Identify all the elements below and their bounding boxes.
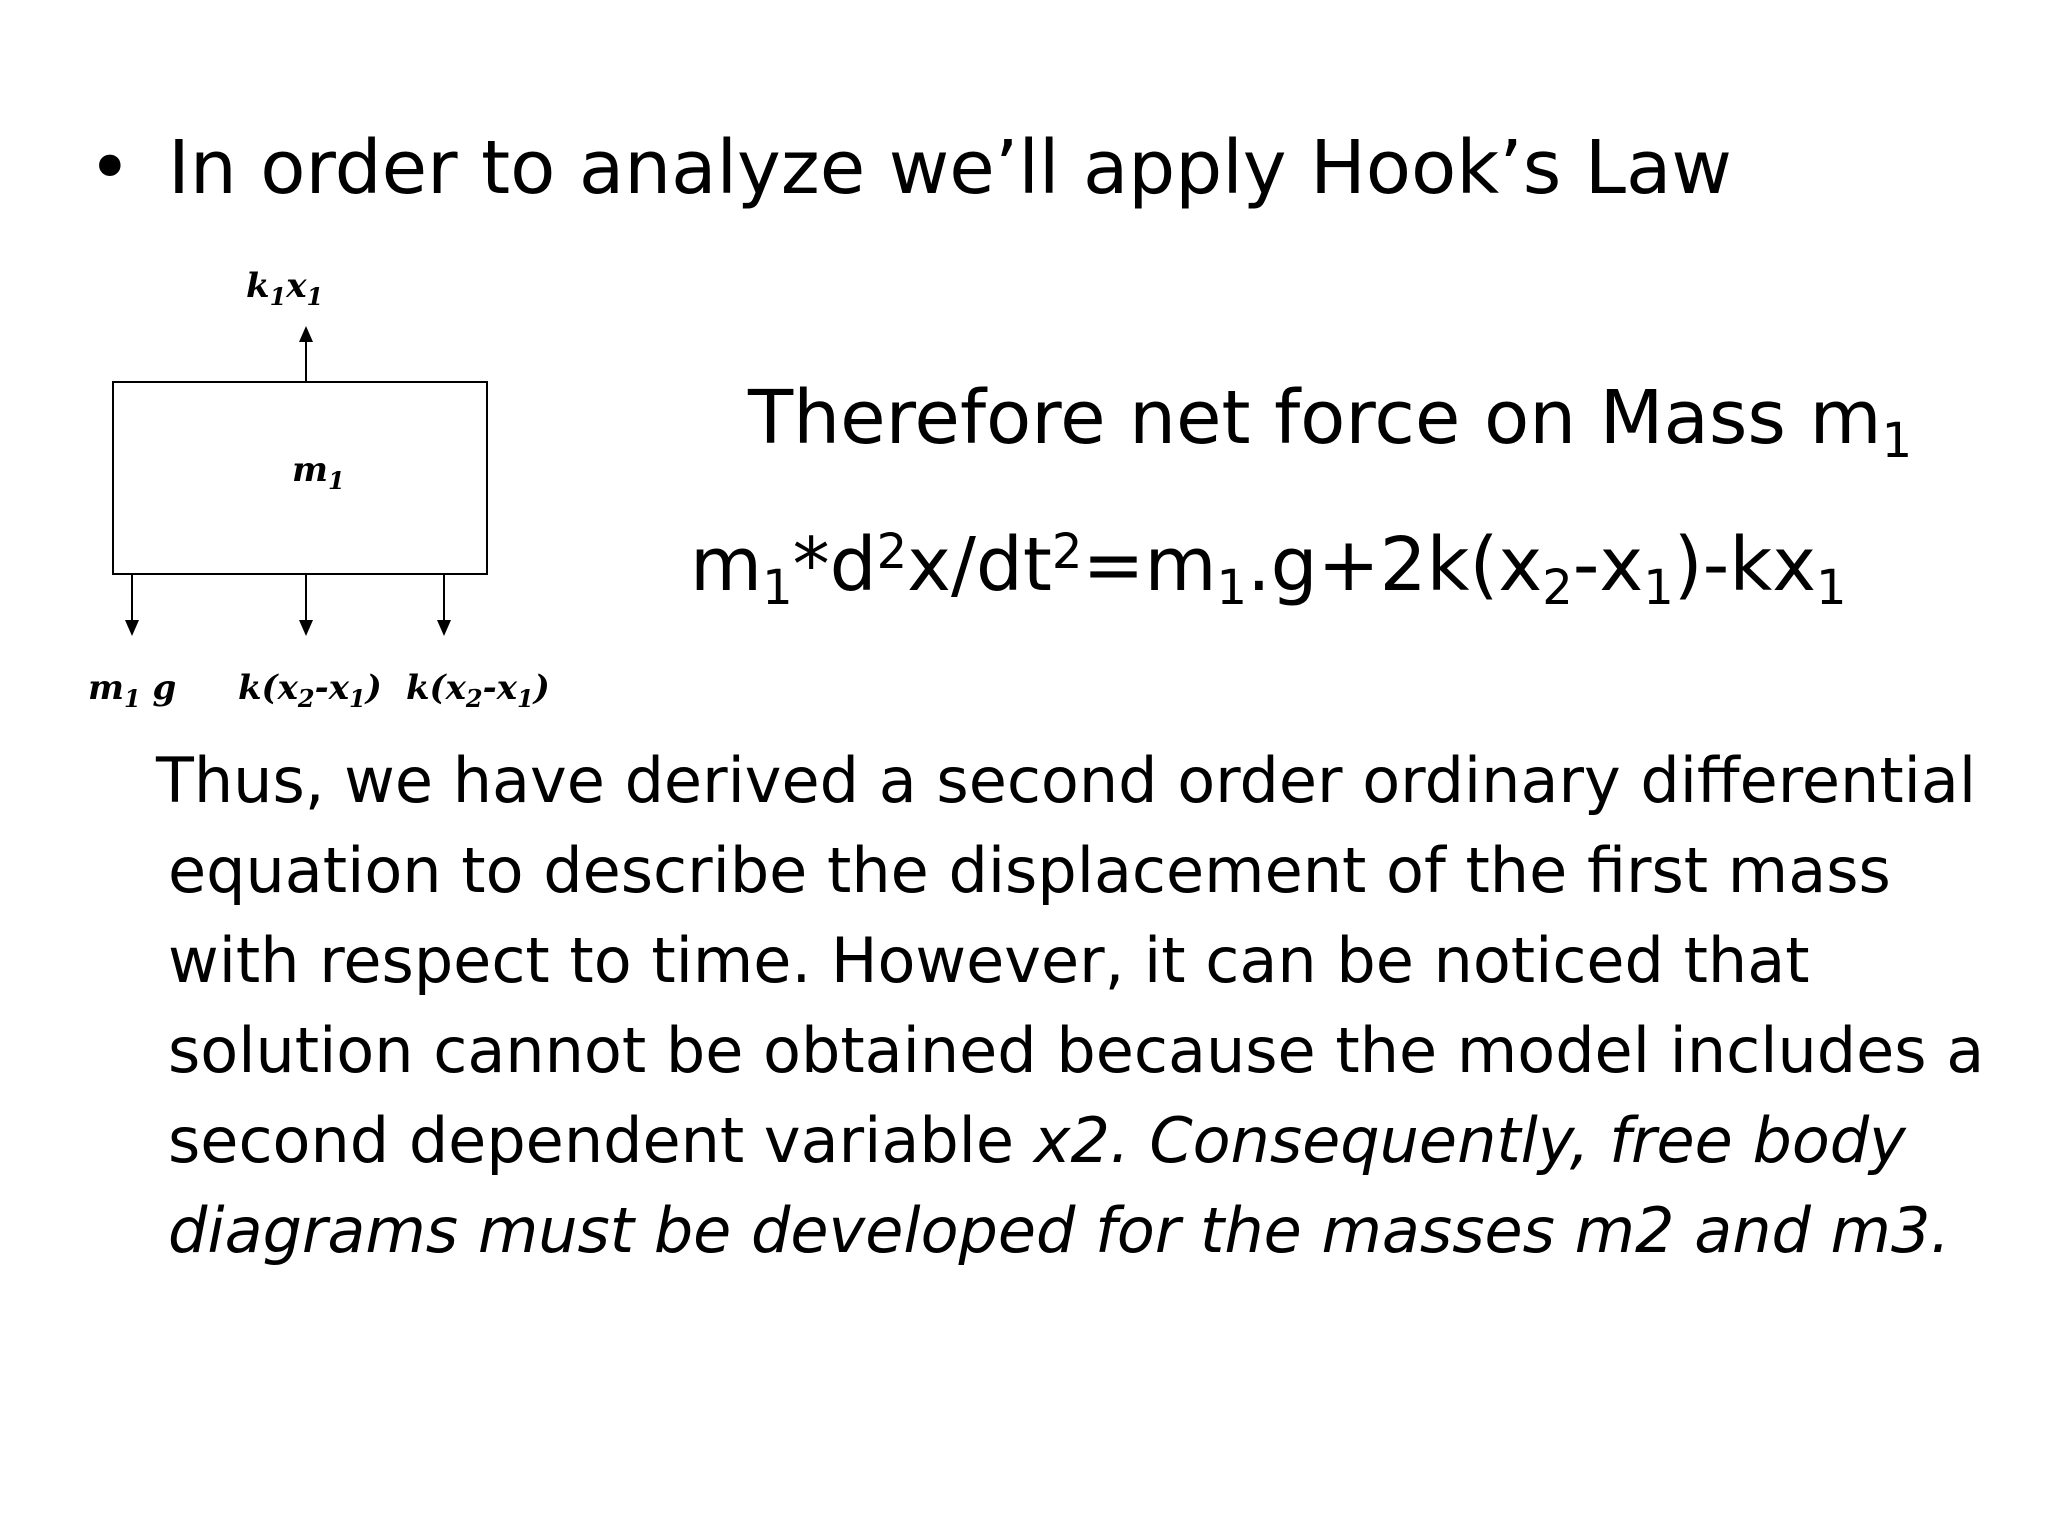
spring-force-arrow-2-head	[437, 620, 451, 636]
paragraph-line: solution cannot be obtained because the model includes a	[168, 1014, 1985, 1087]
free-body-diagram	[78, 258, 578, 728]
spring-force-arrow-1-head	[299, 620, 313, 636]
spring-force-label-2: $k(x_2-x_1)$	[406, 668, 550, 713]
paragraph-line	[156, 1186, 1956, 1276]
gravity-force-label: $m_1$ g	[88, 668, 177, 713]
top-force-label: $k_1x_1$	[246, 266, 324, 311]
paragraph-line: with respect to time. However, it can be noticed that	[168, 924, 1810, 997]
net-force-heading: Therefore net force on Mass $m_1$	[748, 375, 1913, 469]
conclusion-paragraph	[156, 736, 1985, 1276]
paragraph-italic-text: x2. Consequently, free body	[1033, 1104, 1906, 1177]
bullet-dot: •	[88, 125, 132, 211]
spring-force-label-1: $k(x_2-x_1)$	[238, 668, 382, 713]
paragraph-italic-text: diagrams must be developed for the masses m2 and m3.	[168, 1194, 1951, 1267]
mass-label: $m_1$	[292, 450, 345, 495]
gravity-arrow-head	[125, 620, 139, 636]
bullet-text: In order to analyze we’ll apply Hook’s Law	[168, 125, 1732, 211]
paragraph-plain-text: second dependent variable	[168, 1104, 1034, 1177]
equation-of-motion: $m_1*d^2x/dt^2=m_1.g+2k(x_2-x_1)-kx_1$	[690, 522, 1847, 616]
paragraph-line: Thus, we have derived a second order ordinary differential	[156, 744, 1977, 817]
bullet-point	[88, 118, 1732, 218]
paragraph-line	[156, 1096, 1956, 1186]
top-force-arrow-head	[299, 326, 313, 342]
paragraph-line: equation to describe the displacement of the first mass	[168, 834, 1891, 907]
